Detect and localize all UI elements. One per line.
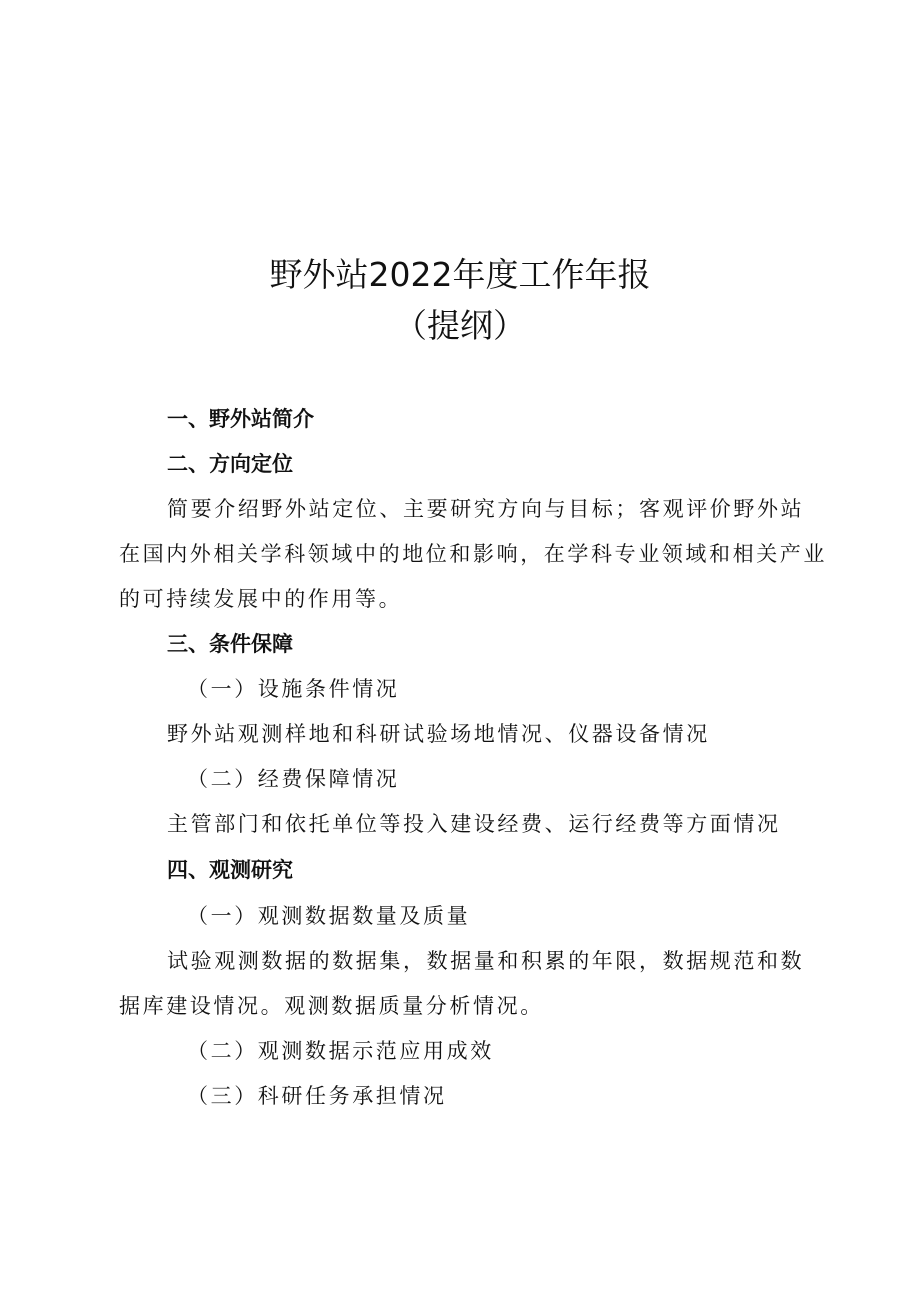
section-heading-4: 四、观测研究 bbox=[167, 858, 293, 882]
document-subtitle: （提纲） bbox=[394, 306, 526, 345]
subsection-heading: （一）观测数据数量及质量 bbox=[187, 904, 471, 928]
section-heading-3: 三、条件保障 bbox=[167, 632, 293, 656]
paragraph-line: 据库建设情况。观测数据质量分析情况。 bbox=[119, 994, 544, 1018]
subsection-heading: （二）经费保障情况 bbox=[187, 767, 400, 791]
subsection-heading: （一）设施条件情况 bbox=[187, 677, 400, 701]
paragraph-line: 野外站观测样地和科研试验场地情况、仪器设备情况 bbox=[167, 722, 710, 746]
paragraph-line: 主管部门和依托单位等投入建设经费、运行经费等方面情况 bbox=[167, 812, 781, 836]
subsection-heading: （二）观测数据示范应用成效 bbox=[187, 1039, 494, 1063]
section-heading-2: 二、方向定位 bbox=[167, 452, 293, 476]
section-heading-1: 一、野外站简介 bbox=[167, 407, 314, 431]
document-title: 野外站2022年度工作年报 bbox=[269, 255, 651, 294]
paragraph-line: 的可持续发展中的作用等。 bbox=[119, 587, 403, 611]
subsection-heading: （三）科研任务承担情况 bbox=[187, 1084, 447, 1108]
paragraph-line: 试验观测数据的数据集，数据量和积累的年限，数据规范和数 bbox=[167, 949, 805, 973]
paragraph-line: 在国内外相关学科领域中的地位和影响，在学科专业领域和相关产业 bbox=[119, 542, 827, 566]
paragraph-line: 简要介绍野外站定位、主要研究方向与目标；客观评价野外站 bbox=[167, 497, 805, 521]
